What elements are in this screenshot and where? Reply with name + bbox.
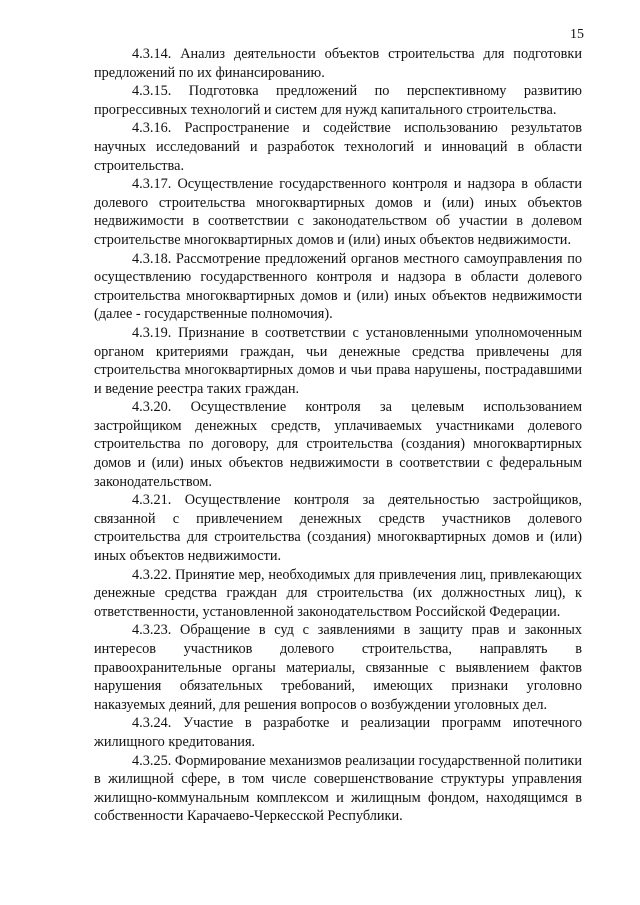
clause-4-3-15: 4.3.15. Подготовка предложений по перспективному развитию прогрессивных технологий и систем для нужд капитального строительства. bbox=[94, 83, 582, 118]
clause-4-3-19: 4.3.19. Признание в соответствии с установленными уполномоченным органом критериями граждан, чьи денежные средства привлечены для строительства многоквартирных домов и чьи права нарушены, пострадавшими и ведение реестра таких граждан. bbox=[94, 324, 582, 397]
clause-4-3-23: 4.3.23. Обращение в суд с заявлениями в защиту прав и законных интересов участников долевого строительства, направлять в правоохранительные органы материалы, связанные с выявлением фактов нарушения обязательных требований, имеющих признаки уголовно наказуемых деяний, для решения вопросов о возбуждении уголовных дел. bbox=[94, 622, 582, 713]
clause-4-3-24: 4.3.24. Участие в разработке и реализации программ ипотечного жилищного кредитования. bbox=[94, 715, 582, 750]
clause-4-3-17: 4.3.17. Осуществление государственного контроля и надзора в области долевого строительства многоквартирных домов и (или) иных объектов недвижимости в соответствии с законодательством об участии в долевом строительстве многоквартирных домов и (или) иных объектов недвижимости. bbox=[94, 176, 582, 248]
clause-4-3-25: 4.3.25. Формирование механизмов реализации государственной политики в жилищной сфере, в том числе совершенствование структуры управления жилищно-коммунальным комплексом и жилищным фондом, находящимся в собственности Карачаево-Черкесской Республики. bbox=[94, 752, 582, 825]
clause-4-3-14: 4.3.14. Анализ деятельности объектов строительства для подготовки предложений по их финансированию. bbox=[94, 46, 582, 81]
clause-4-3-18: 4.3.18. Рассмотрение предложений органов местного самоуправления по осуществлению государственного контроля и надзора в области долевого строительства многоквартирных домов и (или) иных объектов недвижимости (далее - государственные полномочия). bbox=[94, 250, 582, 323]
clause-4-3-16: 4.3.16. Распространение и содействие использованию результатов научных исследований и разработок технологий и инноваций в области строительства. bbox=[94, 120, 582, 174]
clause-4-3-21: 4.3.21. Осуществление контроля за деятельностью застройщиков, связанной с привлечением денежных средств участников долевого строительства для строительства (создания) многоквартирных домов и (или) иных объектов недвижимости. bbox=[94, 492, 582, 565]
page-number: 15 bbox=[570, 27, 584, 42]
clause-4-3-22: 4.3.22. Принятие мер, необходимых для привлечения лиц, привлекающих денежные средства граждан для строительства (их должностных лиц), к ответственности, установленной законодательством Российской Федерации. bbox=[94, 566, 582, 620]
document-body bbox=[94, 45, 582, 826]
clause-4-3-20: 4.3.20. Осуществление контроля за целевым использованием застройщиком денежных средств, уплачиваемых участниками долевого строительства по договору, для строительства (создания) многоквартирных домов и (или) иных объектов недвижимости в соответствии с федеральным законодательством. bbox=[94, 399, 582, 490]
